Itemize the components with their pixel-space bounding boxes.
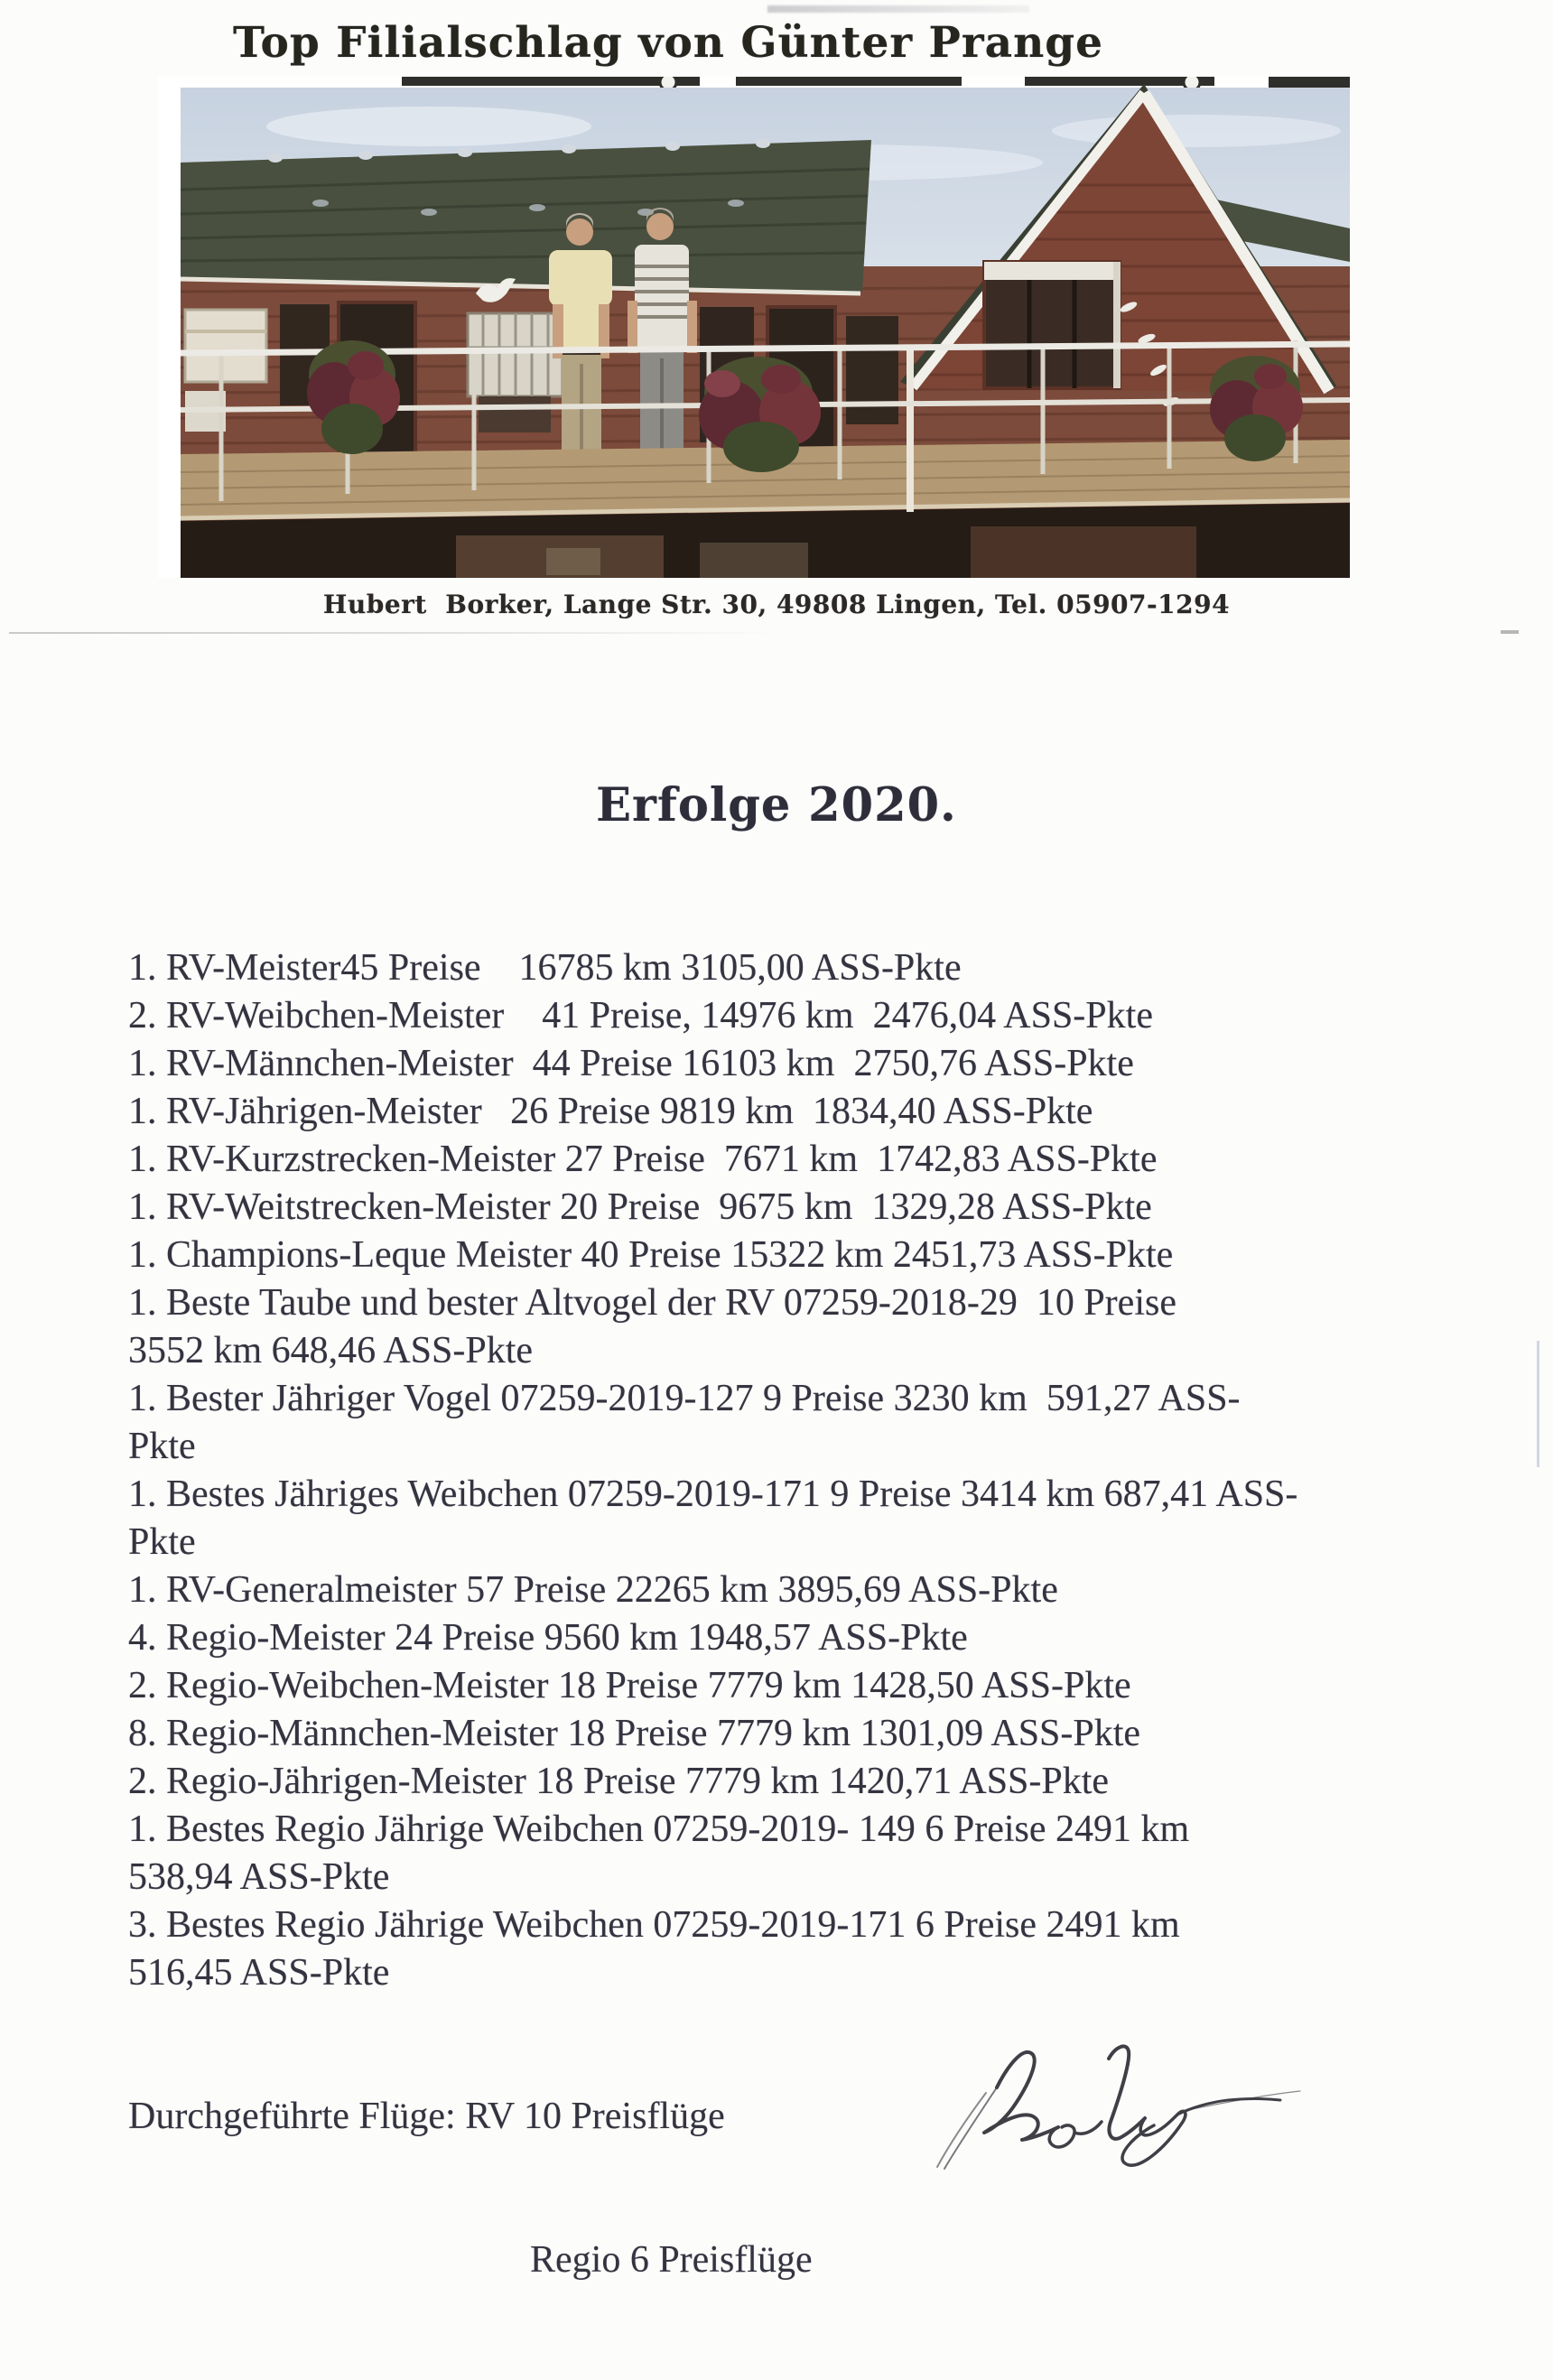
achievement-line: 2. RV-Weibchen-Meister 41 Preise, 14976 km 2476,04 ASS-Pkte xyxy=(128,995,1153,1037)
signature-handwriting xyxy=(921,2031,1309,2185)
house-photo xyxy=(158,77,1350,578)
section-heading: Erfolge 2020. xyxy=(596,778,957,832)
signature xyxy=(921,2031,1309,2185)
achievement-line: 3552 km 648,46 ASS-Pkte xyxy=(128,1330,534,1371)
achievement-line: 1. Bestes Regio Jährige Weibchen 07259-2019- 149 6 Preise 2491 km xyxy=(128,1808,1190,1850)
photo-caption: Hubert Borker, Lange Str. 30, 49808 Lingen, Tel. 05907-1294 xyxy=(322,590,1231,619)
achievement-line: 1. RV-Kurzstrecken-Meister 27 Preise 7671 km 1742,83 ASS-Pkte xyxy=(128,1139,1158,1180)
achievement-line: 1. RV-Meister45 Preise 16785 km 3105,00 ASS-Pkte xyxy=(128,947,962,989)
achievement-line: 8. Regio-Männchen-Meister 18 Preise 7779 km 1301,09 ASS-Pkte xyxy=(128,1713,1141,1754)
achievement-line: 538,94 ASS-Pkte xyxy=(128,1856,390,1898)
achievement-line: 1. Beste Taube und bester Altvogel der RV 07259-2018-29 10 Preise xyxy=(128,1282,1176,1324)
results-text-block xyxy=(128,849,1537,2380)
achievement-line: 1. RV-Weitstrecken-Meister 20 Preise 9675 km 1329,28 ASS-Pkte xyxy=(128,1186,1152,1228)
achievement-line: 3. Bestes Regio Jährige Weibchen 07259-2019-171 6 Preise 2491 km xyxy=(128,1904,1180,1946)
page-title: Top Filialschlag von Günter Prange xyxy=(232,18,1104,68)
scan-artifact-top xyxy=(767,5,1029,13)
scan-artifact-right xyxy=(1537,1341,1539,1467)
achievement-line: Pkte xyxy=(128,1521,196,1563)
scan-divider-dash xyxy=(1501,630,1519,634)
achievements-list xyxy=(128,944,1537,1997)
flights-line-2: Regio 6 Preisflüge xyxy=(530,2239,813,2281)
achievement-line: Pkte xyxy=(128,1426,196,1467)
scan-divider-line xyxy=(9,632,781,634)
achievement-line: 516,45 ASS-Pkte xyxy=(128,1952,390,1994)
achievement-line: 1. RV-Jährigen-Meister 26 Preise 9819 km 1834,40 ASS-Pkte xyxy=(128,1091,1093,1132)
achievement-line: 1. Champions-Leque Meister 40 Preise 15322 km 2451,73 ASS-Pkte xyxy=(128,1234,1174,1276)
flights-line-1: Durchgeführte Flüge: RV 10 Preisflüge xyxy=(128,2096,725,2137)
achievement-line: 1. Bestes Jähriges Weibchen 07259-2019-171 9 Preise 3414 km 687,41 ASS- xyxy=(128,1474,1298,1515)
achievement-line: 1. RV-Männchen-Meister 44 Preise 16103 km 2750,76 ASS-Pkte xyxy=(128,1043,1134,1084)
achievement-line: 1. Bester Jähriger Vogel 07259-2019-127 9 Preise 3230 km 591,27 ASS- xyxy=(128,1378,1241,1419)
house-photo-illustration xyxy=(158,77,1350,578)
achievement-line: 2. Regio-Jährigen-Meister 18 Preise 7779 km 1420,71 ASS-Pkte xyxy=(128,1761,1110,1802)
achievement-line: 1. RV-Generalmeister 57 Preise 22265 km 3895,69 ASS-Pkte xyxy=(128,1569,1058,1611)
achievement-line: 4. Regio-Meister 24 Preise 9560 km 1948,57 ASS-Pkte xyxy=(128,1617,968,1659)
achievement-line: 2. Regio-Weibchen-Meister 18 Preise 7779 km 1428,50 ASS-Pkte xyxy=(128,1665,1131,1706)
